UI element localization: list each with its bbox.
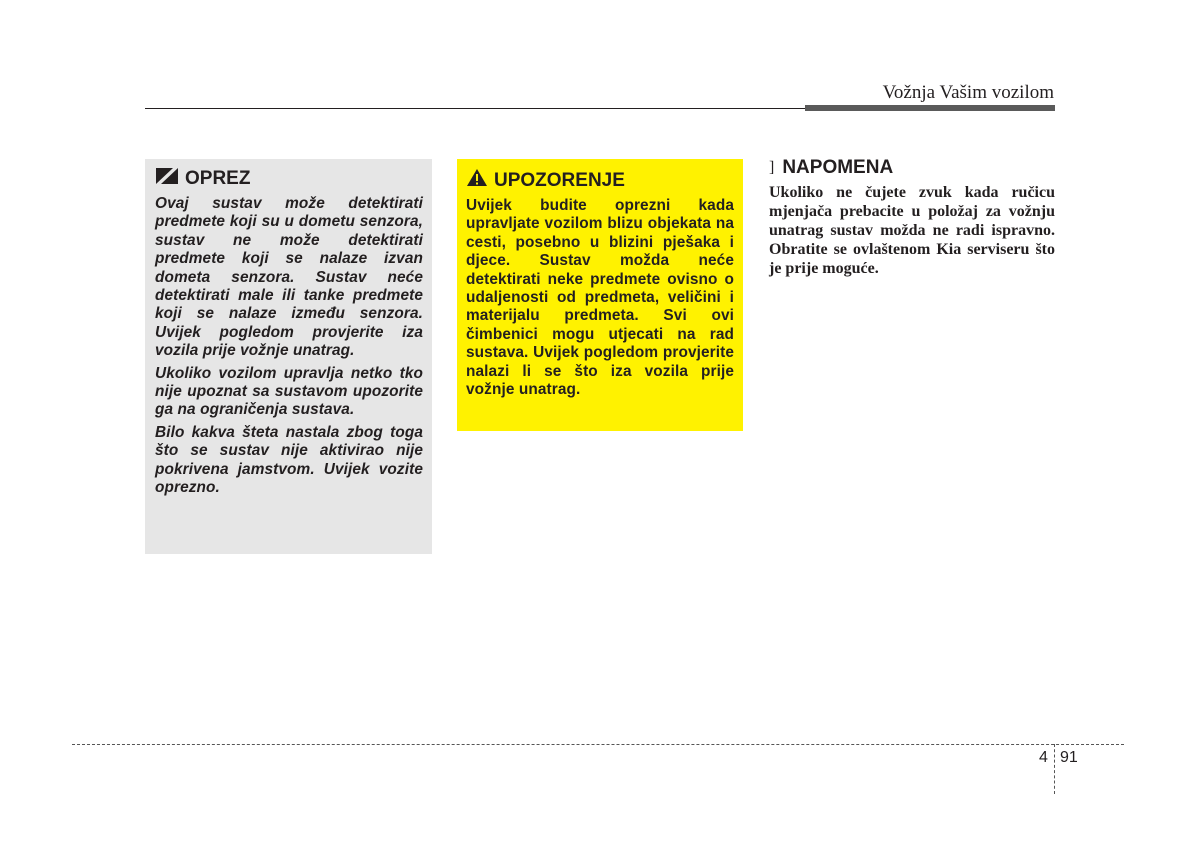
warning-box xyxy=(457,159,743,431)
caution-slash-icon xyxy=(155,167,179,191)
footer-divider xyxy=(72,744,1124,745)
header-rule-accent xyxy=(805,105,1055,111)
note-heading xyxy=(769,157,1055,179)
caution-paragraph: Ovaj sustav može detektirati predmete koji su u dometu senzora, sustav ne može detektirati predmete koji se nalaze izvan dometa senzora. Sustav neće detektirati male ili tanke predmete koji se nalaze između senzora. Uvijek pogledom provjerite iza vozila prije vožnje unatrag. xyxy=(155,195,423,360)
chapter-number: 4 xyxy=(1039,749,1048,766)
caution-box xyxy=(145,159,432,554)
note-title: NAPOMENA xyxy=(782,157,894,178)
note-bracket-icon: ] xyxy=(769,159,775,176)
caution-paragraph: Ukoliko vozilom upravlja netko tko nije upoznat sa sustavom upozorite ga na ograničenja sustava. xyxy=(155,364,423,419)
note-section xyxy=(769,157,1055,278)
warning-body xyxy=(466,197,734,399)
footer-page-divider xyxy=(1054,744,1055,794)
caution-paragraph: Bilo kakva šteta nastala zbog toga što se sustav nije aktivirao nije pokrivena jamstvom. Uvijek vozite oprezno. xyxy=(155,423,423,497)
warning-paragraph: Uvijek budite oprezni kada upravljate vozilom blizu objekata na cesti, posebno u blizini pješaka i djece. Sustav možda neće detektirati neke predmete ovisno o udaljenosti od predmeta, veličini i materijalu predmeta. Svi ovi čimbenici mogu utjecati na rad sustava. Uvijek pogledom provjerite nalazi li se što iza vozila prije vožnje unatrag. xyxy=(466,197,734,399)
warning-heading xyxy=(466,168,734,193)
page-number: 91 xyxy=(1060,749,1078,766)
note-body: Ukoliko ne čujete zvuk kada ručicu mjenjača prebacite u položaj za vožnju unatrag sustav možda ne radi ispravno. Obratite se ovlaštenom Kia serviseru što je prije moguće. xyxy=(769,184,1055,277)
section-title: Vožnja Vašim vozilom xyxy=(882,82,1054,103)
header-rule xyxy=(145,108,805,109)
warning-triangle-icon xyxy=(466,168,488,193)
caution-body xyxy=(155,195,423,498)
caution-title: OPREZ xyxy=(185,168,251,189)
caution-heading xyxy=(155,167,423,191)
warning-title: UPOZORENJE xyxy=(494,169,625,191)
